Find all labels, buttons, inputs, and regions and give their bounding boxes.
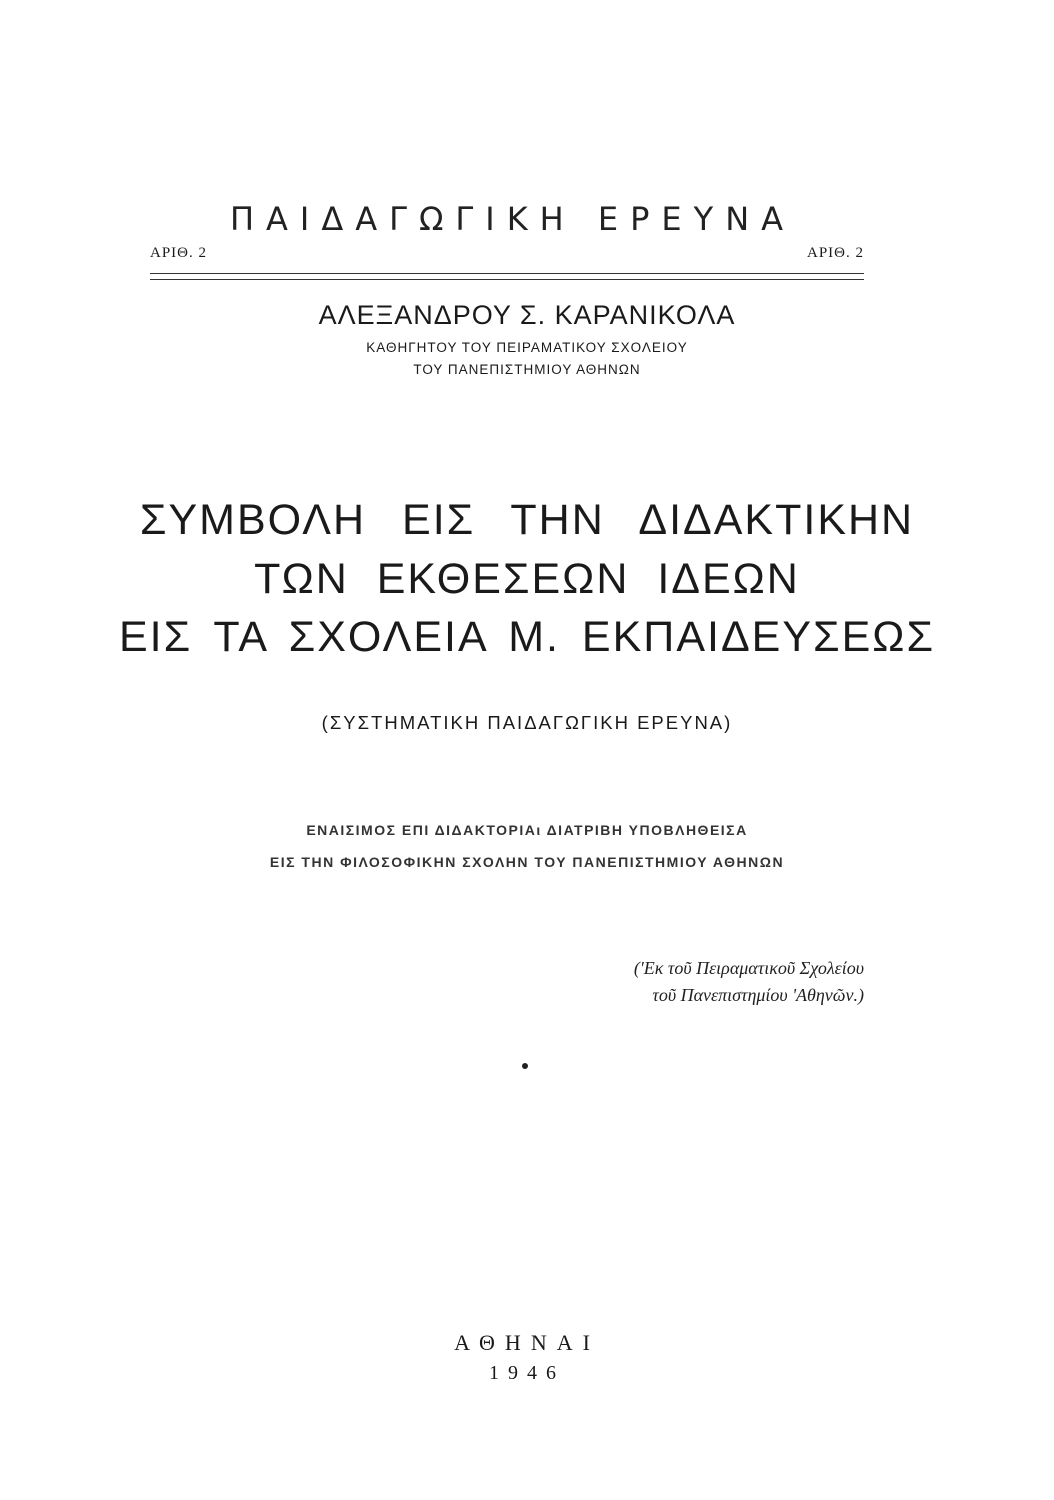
author-affiliation-line2: ΤΟΥ ΠΑΝΕΠΙΣΤΗΜΙΟΥ ΑΘΗΝΩΝ: [413, 362, 641, 377]
main-title-line2: ΤΩΝ ΕΚΘΕΣΕΩΝ ΙΔΕΩΝ: [254, 555, 800, 603]
thesis-description-line1: ΕΝΑΙΣΙΜΟΣ ΕΠΙ ΔΙΔΑΚΤΟΡΙΑι ΔΙΑΤΡΙΒΗ ΥΠΟΒΛΗΘΕΙΣΑ: [306, 822, 748, 838]
header-rule-bottom: [150, 279, 864, 280]
ink-dot: [522, 1063, 528, 1069]
origin-note-line1: ('Εκ τοῦ Πειραματικοῦ Σχολείου: [633, 958, 864, 978]
header-rule-top: [150, 273, 864, 274]
subtitle: (ΣΥΣΤΗΜΑΤΙΚΗ ΠΑΙΔΑΓΩΓΙΚΗ ΕΡΕΥΝΑ): [321, 712, 733, 733]
main-title-line3: ΕΙΣ ΤΑ ΣΧΟΛΕΙΑ Μ. ΕΚΠΑΙΔΕΥΣΕΩΣ: [118, 613, 936, 661]
imprint-place: ΑΘΗΝΑΙ: [454, 1330, 600, 1355]
imprint-year: 1946: [489, 1362, 565, 1384]
issue-number-left: ΑΡΙΘ. 2: [150, 245, 208, 261]
issue-number-right: ΑΡΙΘ. 2: [806, 245, 864, 261]
author-affiliation-line1: ΚΑΘΗΓΗΤΟΥ ΤΟΥ ΠΕΙΡΑΜΑΤΙΚΟΥ ΣΧΟΛΕΙΟΥ: [366, 340, 688, 355]
author-name: ΑΛΕΞΑΝΔΡΟΥ Σ. ΚΑΡΑΝΙΚΟΛΑ: [318, 300, 736, 330]
series-title: ΠΑΙΔΑΓΩΓΙΚΗ ΕΡΕΥΝΑ: [229, 200, 796, 238]
thesis-description-line2: ΕΙΣ ΤΗΝ ΦΙΛΟΣΟΦΙΚΗΝ ΣΧΟΛΗΝ ΤΟΥ ΠΑΝΕΠΙΣΤΗΜΙΟΥ ΑΘΗΝΩΝ: [269, 854, 785, 870]
origin-note-line2: τοῦ Πανεπιστημίου 'Αθηνῶν.): [652, 985, 864, 1005]
main-title-line1: ΣΥΜΒΟΛΗ ΕΙΣ ΤΗΝ ΔΙΔΑΚΤΙΚΗΝ: [139, 496, 915, 544]
